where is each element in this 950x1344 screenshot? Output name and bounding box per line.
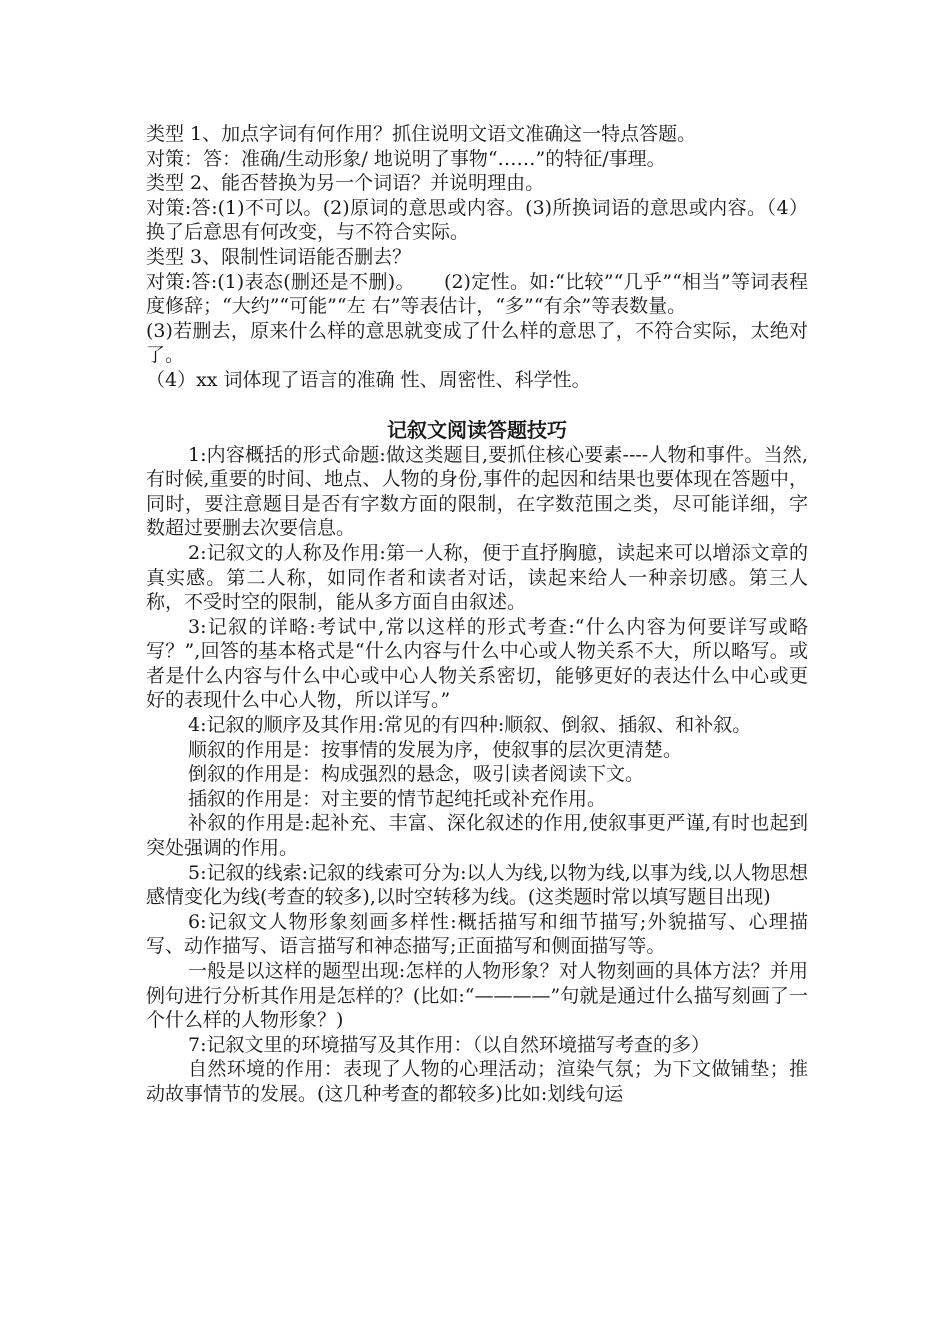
tip-paragraph: 7:记叙文里的环境描写及其作用：（以自然环境描写考查的多）	[188, 1033, 710, 1056]
tip-paragraph: 2:记叙文的人称及作用:第一人称，便于直抒胸臆，读起来可以增添文章的真实感。第二人称，如同作者和读者对话，读起来给人一种亲切感。第三人称，不受时空的限制，能从多方面自由叙述。	[146, 541, 808, 614]
type1-question: 类型 1、加点字词有何作用？抓住说明文语文准确这一特点答题。	[146, 123, 697, 145]
tip-paragraph: 1:内容概括的形式命题:做这类题目,要抓住核心要素----人物和事件。当然,有时候,重要的时间、地点、人物的身份,事件的起因和结果也要体现在答题中，同时，要注意题目是否有字数方面的限制，在字数范围之类，尽可能详细，字数超过要删去次要信息。	[146, 443, 808, 540]
tip-paragraph: 一般是以这样的题型出现:怎样的人物形象？对人物刻画的具体方法？并用例句进行分析其作用是怎样的？(比如:“————”句就是通过什么描写刻画了一个什么样的人物形象？)	[146, 960, 808, 1032]
type2-question: 类型 2、能否替换为另一个词语？并说明理由。	[146, 172, 545, 195]
tip-paragraph: 补叙的作用是:起补充、丰富、深化叙述的作用,使叙事更严谨,有时也起到突处强调的作用。	[146, 812, 808, 860]
tip-paragraph: 自然环境的作用：表现了人物的心理活动；渲染气氛；为下文做铺垫；推动故事情节的发展。(这几种考查的都较多)比如:划线句运	[146, 1058, 808, 1105]
tip-paragraph: 顺叙的作用是：按事情的发展为序，使叙事的层次更清楚。	[188, 738, 683, 761]
tip-paragraph: 插叙的作用是：对主要的情节起纯托或补充作用。	[188, 787, 607, 810]
section-heading: 记叙文阅读答题技巧	[387, 417, 567, 442]
tip-paragraph: 6:记叙文人物形象刻画多样性:概括描写和细节描写;外貌描写、心理描写、动作描写、语言描写和神态描写;正面描写和侧面描写等。	[146, 910, 808, 958]
type2-strategy: 对策:答:(1)不可以。(2)原词的意思或内容。(3)所换词语的意思或内容。（4）换了后意思有何改变，与不符合实际。	[146, 196, 808, 244]
narrative-tips-section	[146, 443, 808, 1107]
vocabulary-strategy-section	[146, 122, 808, 393]
type1-strategy: 对策：答：准确/生动形象/ 地说明了事物“……”的特征/事理。	[146, 147, 666, 170]
type3-point-4: （4）xx 词体现了语言的准确 性、周密性、科学性。	[146, 368, 591, 391]
tip-paragraph: 倒叙的作用是：构成强烈的悬念，吸引读者阅读下文。	[188, 763, 645, 786]
type3-strategy: 对策:答:(1)表态(删还是不删)。 (2)定性。如:“比较”“几乎”“相当”等词表程度修辞；“大约”“可能”“左 右”等表估计，“多”“有余”等表数量。	[146, 270, 808, 318]
type3-point-3: (3)若删去，原来什么样的意思就变成了什么样的意思了，不符合实际，太绝对了。	[146, 319, 808, 367]
tip-paragraph: 3:记叙的详略:考试中,常以这样的形式考查:“什么内容为何要详写或略写？”,回答的基本格式是“什么内容与什么中心或人物关系不大，所以略写。或者是什么内容与什么中心或中心人物关系密切，能够更好的表达什么中心或更好的表现什么中心人物，所以详写。”	[146, 615, 808, 712]
document-body	[146, 122, 808, 1107]
tip-paragraph: 5:记叙的线索:记叙的线索可分为:以人为线,以物为线,以事为线,以人物思想感情变化为线(考查的较多),以时空转移为线。(这类题时常以填写题目出现)	[146, 861, 808, 909]
type3-question: 类型 3、限制性词语能否删去？	[146, 245, 412, 268]
tip-paragraph: 4:记叙的顺序及其作用:常见的有四种:顺叙、倒叙、插叙、和补叙。	[188, 714, 752, 737]
